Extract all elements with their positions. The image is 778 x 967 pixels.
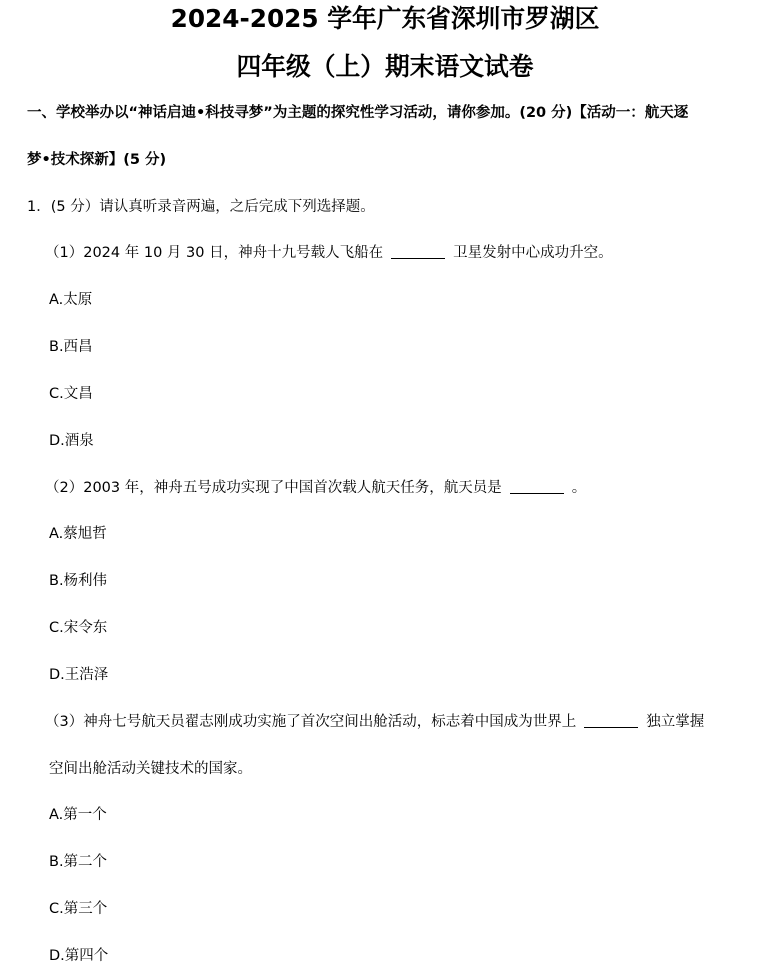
- option-c: C.宋令东: [49, 620, 108, 636]
- option-a: A.太原: [49, 292, 93, 308]
- subquestion1-text-after: 卫星发射中心成功升空。: [453, 245, 613, 261]
- option-d: D.王浩泽: [49, 667, 109, 683]
- option-b: B.第二个: [49, 854, 108, 870]
- subquestion1-text: （1）2024 年 10 月 30 日，神舟十九号载人飞船在: [45, 245, 384, 261]
- answer-blank: [510, 479, 564, 494]
- exam-title-line2: 四年级（上）期末语文试卷: [236, 52, 534, 81]
- section1-heading-line1: 一、学校举办以“神话启迪•科技寻梦”为主题的探究性学习活动，请你参加。(20 分)【活动一：航天逐: [27, 105, 689, 121]
- option-d: D.第四个: [49, 948, 109, 964]
- option-a: A.第一个: [49, 807, 107, 823]
- subquestion3-text-after: 独立掌握: [646, 714, 705, 730]
- option-b: B.西昌: [49, 339, 93, 355]
- option-c: C.文昌: [49, 386, 93, 402]
- option-a: A.蔡旭哲: [49, 526, 107, 542]
- option-b: B.杨利伟: [49, 573, 108, 589]
- subquestion2-text: （2）2003 年，神舟五号成功实现了中国首次载人航天任务，航天员是: [45, 480, 502, 496]
- exam-title-line1: 2024-2025 学年广东省深圳市罗湖区: [170, 4, 600, 33]
- subquestion3-text: （3）神舟七号航天员翟志刚成功实施了首次空间出舱活动，标志着中国成为世界上: [45, 714, 577, 730]
- question1-stem: 1．(5 分）请认真听录音两遍，之后完成下列选择题。: [27, 199, 375, 215]
- option-d: D.酒泉: [49, 433, 94, 449]
- answer-blank: [391, 244, 445, 259]
- option-c: C.第三个: [49, 901, 108, 917]
- subquestion2-text-after: 。: [571, 480, 587, 496]
- section1-heading-line2: 梦•技术探新】(5 分): [27, 152, 167, 168]
- answer-blank: [584, 713, 638, 728]
- subquestion1: [45, 243, 613, 263]
- subquestion3-continuation: 空间出舱活动关键技术的国家。: [49, 761, 252, 777]
- subquestion2: [45, 478, 586, 498]
- subquestion3: [45, 712, 704, 732]
